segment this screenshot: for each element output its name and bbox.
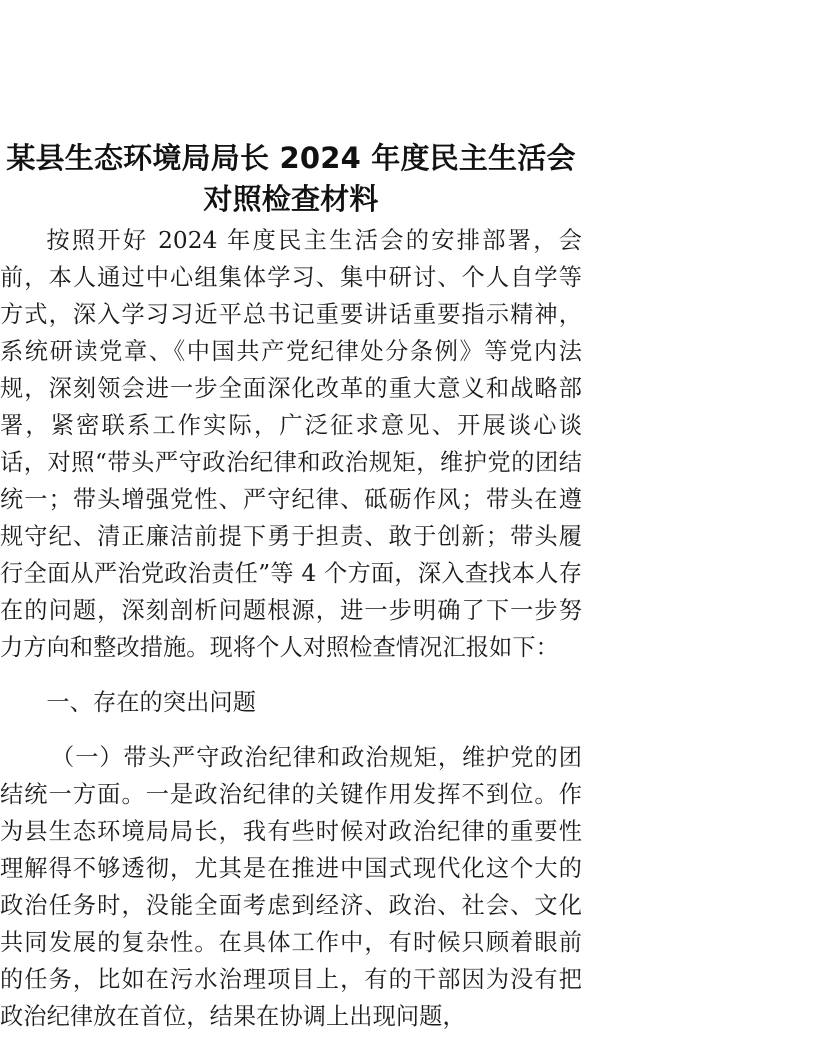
opening-paragraph: 按照开好 2024 年度民主生活会的安排部署，会前，本人通过中心组集体学习、集中研讨、个人自学等方式，深入学习习近平总书记重要讲话重要指示精神，系统研读党章、《中国共产党纪律处分条例》等党内法规，深刻领会进一步全面深化改革的重大意义和战略部署，紧密联系工作实际，广泛征求意见、开展谈心谈话，对照“带头严守政治纪律和政治规矩，维护党的团结统一；带头增强党性、严守纪律、砥砺作风；带头在遵规守纪、清正廉洁前提下勇于担责、敢于创新；带头履行全面从严治党政治责任”等 4 个方面，深入查找本人存在的问题，深刻剖析问题根源，进一步明确了下一步努力方向和整改措施。现将个人对照检查情况汇报如下： — [0, 227, 582, 661]
document-body — [0, 222, 582, 1035]
page-title: 某县生态环境局局长 2024 年度民主生活会对照检查材料 — [6, 141, 576, 216]
section-heading-1: 一、存在的突出问题 — [46, 689, 256, 716]
subsection-1-paragraph: （一）带头严守政治纪律和政治规矩，维护党的团结统一方面。一是政治纪律的关键作用发挥不到位。作为县生态环境局局长，我有些时候对政治纪律的重要性理解得不够透彻，尤其是在推进中国式现代化这个大的政治任务时，没能全面考虑到经济、政治、社会、文化共同发展的复杂性。在具体工作中，有时候只顾着眼前的任务，比如在污水治理项目上，有的干部因为没有把政治纪律放在首位，结果在协调上出现问题， — [0, 744, 582, 1030]
